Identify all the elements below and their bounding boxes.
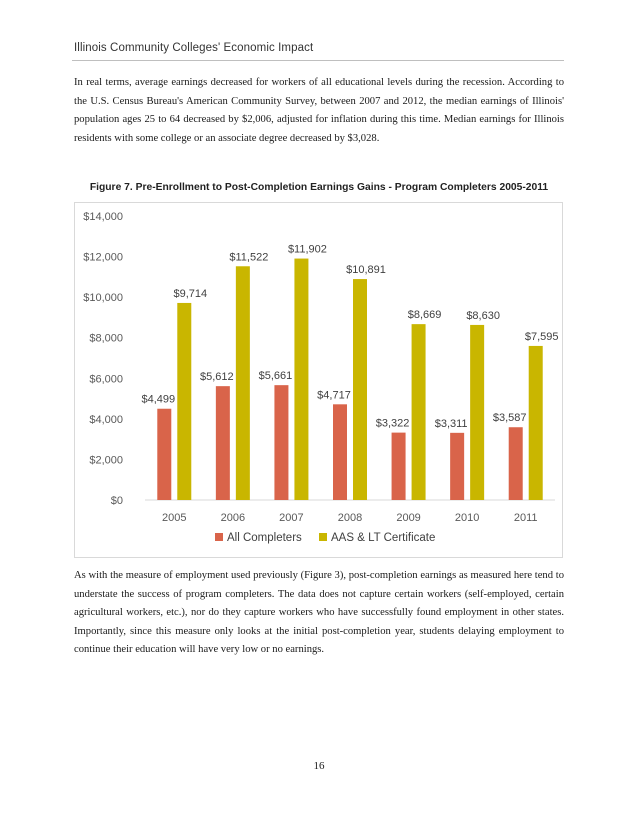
bar-all-completers (274, 385, 288, 500)
data-label: $3,587 (492, 412, 527, 425)
x-tick-label: 2007 (279, 512, 304, 524)
earnings-chart-svg (75, 203, 562, 557)
x-tick-label: 2010 (454, 512, 480, 524)
x-tick-label: 2008 (337, 512, 363, 524)
legend-label: All Completers (227, 532, 302, 544)
y-tick-label: $4,000 (89, 413, 123, 426)
x-tick-label: 2006 (220, 512, 246, 524)
bar-all-completers (392, 433, 406, 500)
data-label: $3,322 (375, 417, 410, 430)
bar-all-completers (509, 427, 523, 500)
data-label: $9,714 (173, 287, 208, 300)
bar-aas-lt-certificate (529, 346, 543, 500)
y-tick-label: $8,000 (89, 332, 123, 345)
data-label: $11,902 (287, 243, 327, 256)
earnings-chart (74, 202, 563, 558)
bar-all-completers (450, 433, 464, 500)
y-tick-label: $0 (110, 495, 123, 507)
bar-aas-lt-certificate (470, 325, 484, 500)
y-tick-label: $2,000 (89, 454, 123, 467)
data-label: $10,891 (346, 264, 386, 277)
x-tick-label: 2009 (396, 512, 421, 524)
bar-aas-lt-certificate (294, 259, 308, 500)
legend-swatch (319, 533, 327, 541)
x-tick-label: 2005 (162, 512, 187, 524)
data-label: $8,669 (407, 309, 442, 322)
header-rule (72, 60, 564, 61)
paragraph-measure-caveats: As with the measure of employment used previously (Figure 3), post-completion earnings as measured here tend to understate the success of program completers. The data does not capture certain workers (self-employed, certain agricultural workers, etc.), nor do they capture workers who have successfully found employment in other states. Importantly, since this measure only looks at the initial post-completion year, students delaying employment to continue their education will have very low or no earnings. (74, 570, 564, 655)
paragraph-earnings-recession: In real terms, average earnings decreased for workers of all educational levels during the recession. According to the U.S. Census Bureau's American Community Survey, between 2007 and 2012, the median earnings of Illinois' population ages 25 to 64 decreased by $2,006, adjusted for inflation during this time. Median earnings for Illinois residents with some college or an associate degree decreased by $3,028. (74, 77, 564, 144)
y-tick-label: $10,000 (83, 292, 123, 305)
page-number: 16 (313, 760, 325, 772)
data-label: $11,522 (229, 251, 269, 264)
data-label: $8,630 (466, 309, 500, 322)
y-tick-label: $6,000 (89, 373, 123, 386)
data-label: $4,717 (317, 389, 351, 402)
bar-all-completers (333, 404, 347, 500)
legend-swatch (215, 533, 223, 541)
x-tick-label: 2011 (513, 512, 538, 524)
data-label: $5,612 (200, 371, 234, 384)
bar-aas-lt-certificate (177, 303, 191, 500)
bar-all-completers (157, 409, 171, 500)
y-tick-label: $14,000 (83, 211, 123, 223)
data-label: $5,661 (258, 370, 293, 383)
legend-label: AAS & LT Certificate (331, 532, 436, 544)
data-label: $7,595 (524, 330, 559, 343)
bar-aas-lt-certificate (236, 266, 250, 500)
data-label: $3,311 (434, 417, 468, 430)
bar-aas-lt-certificate (353, 279, 367, 500)
figure-title: Figure 7. Pre-Enrollment to Post-Completion Earnings Gains - Program Completers 2005-2011 (89, 182, 549, 193)
data-label: $4,499 (141, 393, 176, 406)
bar-all-completers (216, 386, 230, 500)
running-head: Illinois Community Colleges' Economic Impact (74, 42, 314, 54)
bar-aas-lt-certificate (412, 324, 426, 500)
y-tick-label: $12,000 (83, 251, 123, 264)
